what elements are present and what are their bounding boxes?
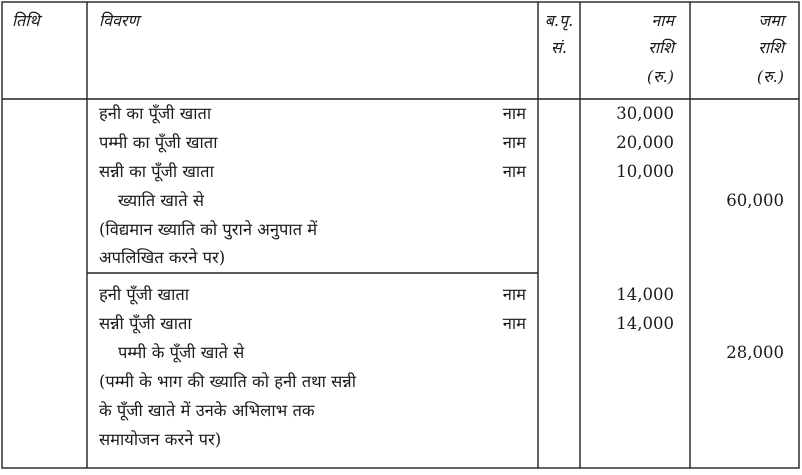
entry2-narration-line2: के पूँजी खाते में उनके अभिलाभ तक [99,401,315,420]
entry2-debit2-amount: 14,000 [616,314,674,333]
entry1-credit-account: ख्याति खाते से [118,191,204,210]
entry1-debit2-amount: 20,000 [616,133,674,152]
entry1-credit-amount: 60,000 [726,191,784,210]
entry1-debit1-account: हनी का पूँजी खाता [99,104,212,123]
entry1-debit3-dr: नाम [502,162,526,181]
entry1-debit2-account: पम्मी का पूँजी खाता [99,133,218,152]
entry2-debit1-amount: 14,000 [616,285,674,304]
header-debit: नाम [651,11,674,30]
header-particulars: विवरण [99,11,140,30]
entry1-debit3-amount: 10,000 [616,162,674,181]
entry1-narration-line1: (विद्यमान ख्याति को पुराने अनुपात में [99,220,318,239]
entry2-debit2-dr: नाम [502,314,526,333]
header-credit-amount: राशि [758,38,784,57]
header-credit-currency: (रु.) [756,67,784,86]
header-date: तिथि [12,11,40,30]
entry1-debit1-dr: नाम [502,104,526,123]
entry2-debit1-dr: नाम [502,285,526,304]
entry1-narration-line2: अपलिखित करने पर) [99,248,226,267]
entry1-debit3-account: सन्नी का पूँजी खाता [99,162,214,181]
entry2-debit1-account: हनी पूँजी खाता [99,285,190,304]
entry2-debit2-account: सन्नी पूँजी खाता [99,314,192,333]
header-debit-amount: राशि [648,38,674,57]
entry1-debit2-dr: नाम [502,133,526,152]
entry2-credit-account: पम्मी के पूँजी खाते से [118,343,245,362]
header-debit-currency: (रु.) [646,67,674,86]
entry2-narration-line1: (पम्मी के भाग की ख्याति को हनी तथा सन्नी [99,372,356,391]
entry2-credit-amount: 28,000 [726,343,784,362]
header-ledger-folio: ब.पृ. [544,11,574,30]
header-ledger-folio-no: सं. [551,38,567,57]
entry2-narration-line3: समायोजन करने पर) [99,430,222,449]
header-credit: जमा [758,11,784,30]
entry1-debit1-amount: 30,000 [616,104,674,123]
